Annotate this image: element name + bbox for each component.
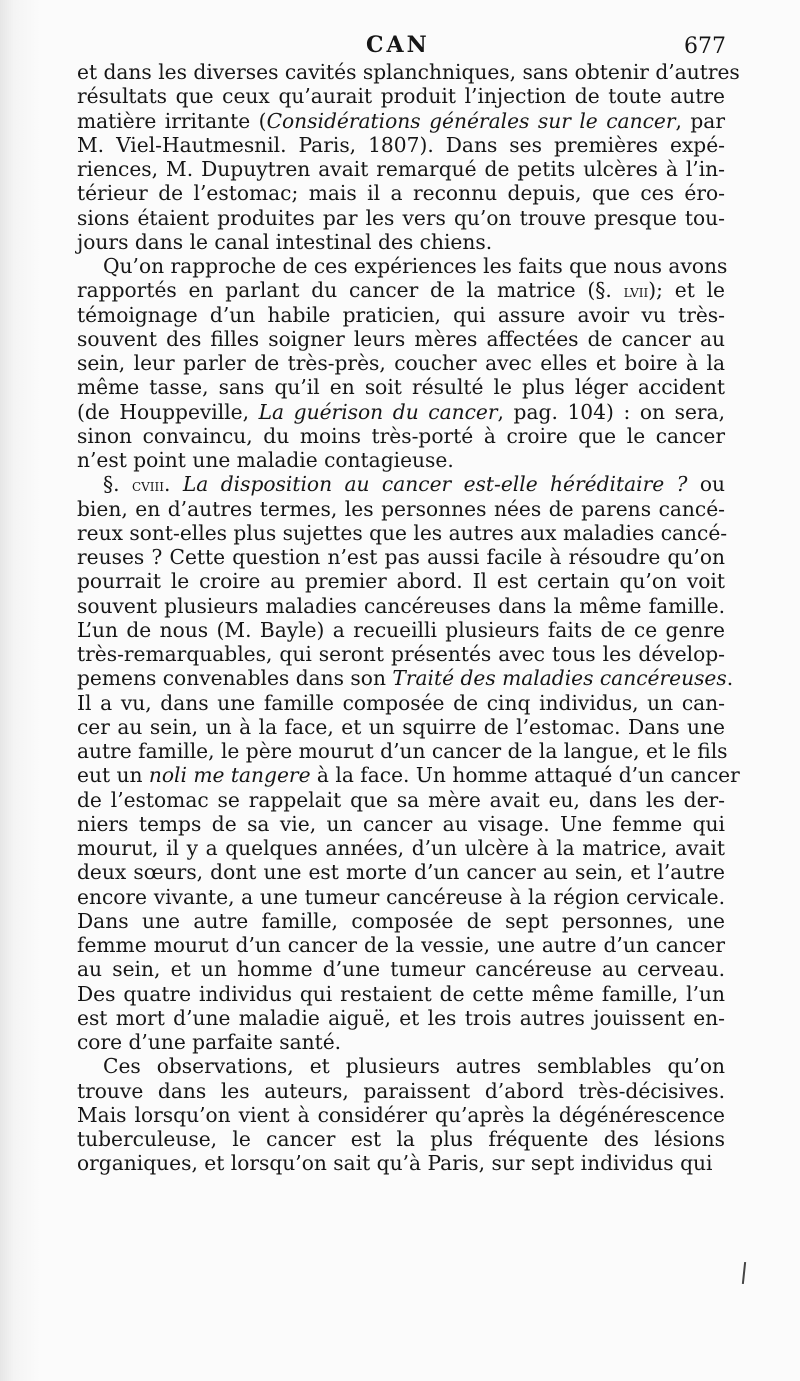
text-run: ou <box>687 472 725 497</box>
text-run: n’est point une maladie contagieuse. <box>77 448 454 472</box>
text-run: sein, leur parler de très-près, coucher avec elles et boire à la <box>77 351 725 375</box>
text-line <box>77 715 725 739</box>
text-run: . <box>164 472 183 497</box>
italic-text: Considérations générales sur le cancer <box>266 108 676 133</box>
paragraph <box>77 60 740 254</box>
text-run: est mort d’une maladie aiguë, et les trois autres jouissent en- <box>77 1005 725 1030</box>
text-line <box>77 230 725 254</box>
text-run: tuberculeuse, le cancer est la plus fréquente des lésions <box>77 1127 725 1151</box>
section-number: lvii <box>623 282 649 303</box>
text-run: rapportés en parlant du cancer de la matrice (§. <box>77 278 624 303</box>
text-line <box>77 254 728 278</box>
text-run: matière irritante ( <box>77 108 267 133</box>
text-run: à la face. Un homme attaqué d’un cancer <box>310 763 740 788</box>
text-line <box>77 206 725 230</box>
text-run: témoignage d’un habile praticien, qui assure avoir vu très- <box>77 302 725 327</box>
text-run: eut un <box>77 763 149 788</box>
text-line <box>77 375 725 399</box>
text-run: mourut, il y a quelques années, d’un ulcère à la matrice, avait <box>77 836 725 860</box>
text-run: térieur de l’estomac; mais il a reconnu depuis, que ces éro- <box>77 181 725 206</box>
text-line <box>77 133 725 157</box>
text-line <box>77 909 725 933</box>
text-run: reux sont-elles plus sujettes que les autres aux maladies cancé- <box>77 520 728 545</box>
running-head <box>0 32 800 62</box>
paragraph <box>77 1054 725 1175</box>
text-line <box>77 1127 725 1151</box>
text-run: riences, M. Dupuytren avait remarqué de petits ulcères à l’in- <box>77 157 725 181</box>
text-line <box>77 1006 725 1030</box>
text-run: Mais lorsqu’on vient à considérer qu’après la dégénérescence <box>77 1102 725 1127</box>
text-run: Des quatre individus qui restaient de cette même famille, l’un <box>77 981 725 1006</box>
italic-text: La disposition au cancer est-elle héréditaire ? <box>182 472 688 497</box>
text-line <box>77 594 725 618</box>
paragraph <box>77 254 728 472</box>
text-line <box>77 957 725 981</box>
text-run: , par <box>675 108 725 133</box>
text-run: souvent plusieurs maladies cancéreuses dans la même famille. <box>77 593 725 618</box>
text-line <box>77 545 725 569</box>
text-line <box>77 836 725 860</box>
text-run: résultats que ceux qu’aurait produit l’injection de toute autre <box>77 84 725 109</box>
italic-text: Traité des maladies cancéreuses <box>392 666 727 691</box>
text-line <box>77 691 725 715</box>
text-run: bien, en d’autres termes, les personnes nées de parens cancé- <box>77 496 725 521</box>
text-run: femme mourut d’un cancer de la vessie, une autre d’un cancer <box>77 933 725 957</box>
text-run: souvent des filles soigner leurs mères affectées de cancer au <box>77 326 725 351</box>
text-line <box>77 812 725 836</box>
italic-text: noli me tangere <box>148 763 311 788</box>
text-run: très-remarquables, qui seront présentés avec tous les dévelop- <box>77 642 725 666</box>
text-run: jours dans le canal intestinal des chiens. <box>77 229 493 254</box>
text-line <box>77 278 725 302</box>
text-run: . <box>726 666 734 691</box>
page-number: 677 <box>684 34 726 59</box>
text-line <box>77 739 728 763</box>
text-run: et dans les diverses cavités splanchniques, sans obtenir d’autres <box>77 60 740 84</box>
text-run: (de Houppeville, <box>77 399 259 424</box>
text-run: de l’estomac se rappelait que sa mère avait eu, dans les der- <box>77 787 725 812</box>
text-run: organiques, et lorsqu’on sait qu’à Paris, sur sept individus qui <box>77 1151 713 1176</box>
text-run: , pag. 104) : on sera, <box>497 399 726 424</box>
text-run: même tasse, sans qu’il en soit résulté le plus léger accident <box>77 375 725 400</box>
text-run: encore vivante, a une tumeur cancéreuse à la région cervicale. <box>77 884 725 909</box>
text-run: reuses ? Cette question n’est pas aussi facile à résoudre qu’on <box>77 545 725 569</box>
margin-pencil-mark <box>742 1262 746 1284</box>
text-run: autre famille, le père mourut d’un cancer de la langue, et le fils <box>77 739 728 763</box>
text-run: sions étaient produites par les vers qu’on trouve presque tou- <box>77 205 725 230</box>
text-run: Qu’on rapproche de ces expériences les faits que nous avons <box>103 254 728 278</box>
text-line <box>77 982 725 1006</box>
text-run: deux sœurs, dont une est morte d’un cancer au sein, et l’autre <box>77 860 725 885</box>
text-run: Dans une autre famille, composée de sept personnes, une <box>77 908 725 933</box>
text-line <box>77 1054 725 1078</box>
text-line <box>77 351 725 375</box>
italic-text: La guérison du cancer <box>258 399 498 424</box>
text-run: ); et le <box>648 278 725 303</box>
text-line <box>77 1030 725 1054</box>
text-line <box>77 618 725 642</box>
body-text <box>77 60 740 1176</box>
text-run: pemens convenables dans son <box>77 666 393 691</box>
text-line <box>77 84 725 108</box>
text-line <box>77 1103 725 1127</box>
text-line <box>77 400 725 424</box>
text-run: core d’une parfaite santé. <box>77 1030 342 1054</box>
text-run: §. <box>103 472 132 497</box>
text-line <box>77 763 740 788</box>
text-run: sinon convaincu, du moins très-porté à croire que le cancer <box>77 423 725 448</box>
text-line <box>77 448 725 472</box>
text-line <box>77 497 725 521</box>
text-line <box>77 424 725 448</box>
running-head-title: CAN <box>366 32 430 58</box>
text-run: Ces observations, et plusieurs autres semblables qu’on <box>103 1054 725 1079</box>
text-line <box>77 1151 725 1175</box>
text-line <box>77 157 725 181</box>
text-line <box>77 666 734 691</box>
text-line <box>77 303 725 327</box>
text-run: au sein, et un homme d’une tumeur cancéreuse au cerveau. <box>77 957 725 982</box>
text-line <box>77 642 725 666</box>
text-line <box>77 472 725 496</box>
text-line <box>77 1079 725 1103</box>
section-number: cviii <box>131 476 165 497</box>
paragraph <box>77 472 740 1054</box>
text-line <box>77 327 725 351</box>
text-line <box>77 933 725 957</box>
text-line <box>77 885 725 909</box>
text-line <box>77 569 725 593</box>
text-line <box>77 181 725 205</box>
text-line <box>77 860 725 884</box>
text-run: pourrait le croire au premier abord. Il est certain qu’on voit <box>77 569 725 594</box>
text-line <box>77 788 725 812</box>
text-run: trouve dans les auteurs, paraissent d’abord très-décisives. <box>77 1078 725 1103</box>
text-run: niers temps de sa vie, un cancer au visage. Une femme qui <box>77 811 725 836</box>
text-line <box>77 60 740 84</box>
text-run: L’un de nous (M. Bayle) a recueilli plusieurs faits de ce genre <box>77 617 725 642</box>
text-run: M. Viel-Hautmesnil. Paris, 1807). Dans ses premières expé- <box>77 132 725 157</box>
text-line <box>77 520 728 545</box>
text-line <box>77 109 725 133</box>
text-run: Il a vu, dans une famille composée de cinq individus, un can- <box>77 690 725 715</box>
text-run: cer au sein, un à la face, et un squirre de l’estomac. Dans une <box>77 714 725 739</box>
